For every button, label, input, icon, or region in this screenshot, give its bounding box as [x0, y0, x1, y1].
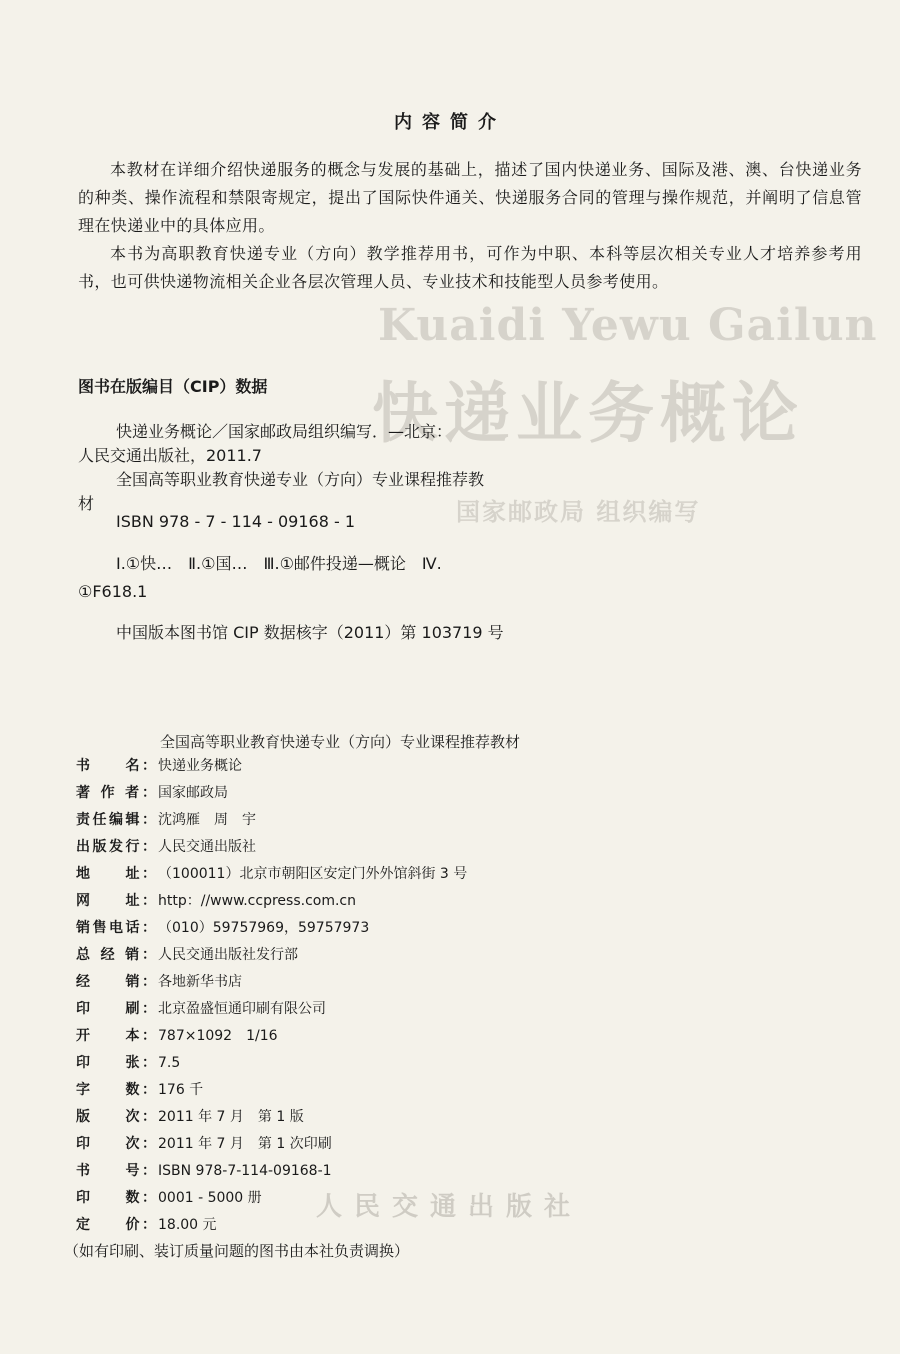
- cip-description: [78, 420, 558, 516]
- colophon-row: [76, 1131, 467, 1158]
- colophon-row: [76, 888, 467, 915]
- colophon-value: 2011 年 7 月 第 1 版: [158, 1109, 304, 1125]
- colophon-value: ISBN 978-7-114-09168-1: [158, 1163, 332, 1179]
- cip-class-line: ①F618.1: [78, 582, 148, 601]
- series-title: 全国高等职业教育快递专业（方向）专业课程推荐教材: [160, 733, 521, 751]
- colophon-label: 印 张：: [76, 1055, 156, 1071]
- colophon-value: 国家邮政局: [158, 785, 228, 801]
- colophon-row: [76, 1050, 467, 1077]
- colophon-row: [76, 1023, 467, 1050]
- bleed-through-title: 快递业务概论: [372, 375, 804, 452]
- cip-class-line: Ⅰ.①快… Ⅱ.①国… Ⅲ.①邮件投递—概论 Ⅳ.: [116, 554, 442, 573]
- intro-title: 内容简介: [394, 112, 506, 133]
- colophon-value: 快递业务概论: [158, 758, 242, 774]
- colophon-row: [76, 753, 467, 780]
- colophon-value: （010）59757969，59757973: [158, 920, 370, 936]
- colophon-value: 各地新华书店: [158, 974, 242, 990]
- bleed-through-pinyin-title: Kuaidi Yewu Gailun: [378, 300, 878, 351]
- colophon-label: 印 刷：: [76, 1001, 156, 1017]
- quality-notice: （如有印刷、装订质量问题的图书由本社负责调换）: [64, 1242, 410, 1260]
- colophon-row: [76, 969, 467, 996]
- colophon-label: 书 号：: [76, 1163, 156, 1179]
- intro-paragraph: 本书为高职教育快递专业（方向）教学推荐用书，可作为中职、本科等层次相关专业人才培养参考用书，也可供快递物流相关企业各层次管理人员、专业技术和技能型人员参考使用。: [78, 244, 862, 291]
- bleed-through-author: 国家邮政局 组织编写: [456, 498, 701, 526]
- intro-paragraph: 本教材在详细介绍快递服务的概念与发展的基础上，描述了国内快递业务、国际及港、澳、台快递业务的种类、操作流程和禁限寄规定，提出了国际快件通关、快递服务合同的管理与操作规范，并阐明了信息管理在快递业中的具体应用。: [78, 160, 862, 235]
- cip-library-number: 中国版本图书馆 CIP 数据核字（2011）第 103719 号: [116, 623, 504, 642]
- colophon-label: 字 数：: [76, 1082, 156, 1098]
- colophon-row: [76, 942, 467, 969]
- cip-desc-line: 快递业务概论／国家邮政局组织编写．—北京：: [116, 422, 453, 441]
- colophon-value: 787×1092 1/16: [158, 1028, 278, 1044]
- colophon-value: 176 千: [158, 1082, 204, 1098]
- colophon-label: 开 本：: [76, 1028, 156, 1044]
- colophon-label: 定 价：: [76, 1217, 156, 1233]
- colophon-label: 销售电话：: [76, 920, 156, 936]
- cip-classification: [78, 550, 558, 606]
- colophon-row: [76, 996, 467, 1023]
- colophon-value: http：//www.ccpress.com.cn: [158, 893, 356, 909]
- colophon-row: [76, 834, 467, 861]
- cip-heading: 图书在版编目（CIP）数据: [78, 377, 268, 396]
- cip-isbn: ISBN 978 - 7 - 114 - 09168 - 1: [116, 512, 356, 531]
- colophon-value: 北京盈盛恒通印刷有限公司: [158, 1001, 326, 1017]
- colophon-row: [76, 915, 467, 942]
- colophon-label: 经 销：: [76, 974, 156, 990]
- colophon-row: [76, 1212, 467, 1239]
- colophon-label: 著 作 者：: [76, 785, 156, 801]
- colophon-value: 人民交通出版社发行部: [158, 947, 298, 963]
- cip-desc-line: 材: [78, 494, 95, 513]
- cip-desc-line: 人民交通出版社，2011.7: [78, 446, 262, 465]
- colophon-value: 人民交通出版社: [158, 839, 256, 855]
- bleed-through-publisher: 人民交通出版社: [316, 1192, 583, 1222]
- colophon-row: [76, 861, 467, 888]
- colophon-label: 印 次：: [76, 1136, 156, 1152]
- colophon-label: 总 经 销：: [76, 947, 156, 963]
- colophon-label: 印 数：: [76, 1190, 156, 1206]
- colophon-row: [76, 807, 467, 834]
- colophon-label: 出版发行：: [76, 839, 156, 855]
- colophon-row: [76, 780, 467, 807]
- colophon-value: 7.5: [158, 1055, 181, 1071]
- colophon-label: 地 址：: [76, 866, 156, 882]
- colophon-label: 责任编辑：: [76, 812, 156, 828]
- colophon-label: 书 名：: [76, 758, 156, 774]
- cip-desc-line: 全国高等职业教育快递专业（方向）专业课程推荐教: [116, 470, 485, 489]
- intro-body: [78, 156, 862, 296]
- colophon-value: 沈鸿雁 周 宇: [158, 812, 256, 828]
- colophon-table: [76, 753, 467, 1239]
- colophon-row: [76, 1158, 467, 1185]
- colophon-row: [76, 1077, 467, 1104]
- colophon-value: 18.00 元: [158, 1217, 217, 1233]
- colophon-row: [76, 1185, 467, 1212]
- colophon-value: 2011 年 7 月 第 1 次印刷: [158, 1136, 332, 1152]
- colophon-label: 网 址：: [76, 893, 156, 909]
- colophon-label: 版 次：: [76, 1109, 156, 1125]
- colophon-value: 0001 - 5000 册: [158, 1190, 262, 1206]
- colophon-row: [76, 1104, 467, 1131]
- colophon-value: （100011）北京市朝阳区安定门外外馆斜街 3 号: [158, 866, 468, 882]
